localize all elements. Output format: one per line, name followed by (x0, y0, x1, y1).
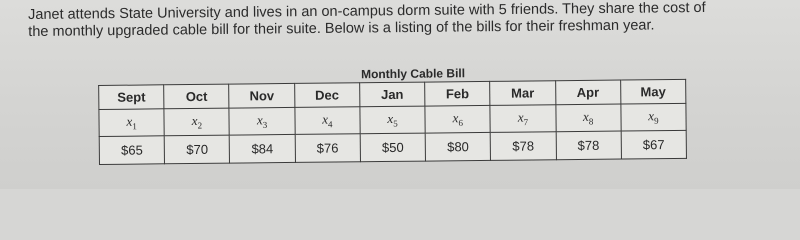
month-cell: Jan (360, 82, 425, 107)
variable-cell: $x_2$ (164, 108, 229, 136)
amount-cell: $76 (295, 134, 361, 163)
problem-line-1: Janet attends State University and lives in an on-campus dorm suite with 5 friends. They share the cost of (28, 0, 706, 23)
month-cell: Apr (555, 80, 620, 105)
amount-cell: $78 (490, 132, 556, 161)
variable-cell: $x_4$ (295, 107, 360, 135)
amount-cell: $65 (99, 136, 165, 165)
variable-cell: $x_7$ (490, 105, 555, 133)
amount-cell: $67 (621, 130, 687, 159)
month-cell: Nov (229, 83, 294, 108)
cable-bill-table-container (98, 64, 689, 165)
month-cell: Oct (164, 84, 229, 109)
amount-cell: $70 (164, 135, 230, 164)
amount-cell: $80 (425, 132, 491, 161)
variable-cell: $x_3$ (229, 107, 294, 135)
variable-cell: $x_9$ (621, 103, 687, 131)
month-cell: Sept (99, 85, 164, 110)
month-cell: May (620, 79, 685, 104)
variable-cell: $x_5$ (360, 106, 425, 134)
month-cell: Mar (490, 81, 555, 106)
amount-row (99, 130, 686, 164)
amount-cell: $50 (360, 133, 426, 162)
amount-cell: $78 (556, 131, 622, 160)
table-caption: Monthly Cable Bill (360, 66, 466, 82)
variable-cell: $x_8$ (555, 104, 620, 132)
problem-statement (28, 0, 788, 41)
variable-cell: $x_6$ (425, 105, 490, 133)
month-cell: Feb (425, 81, 490, 106)
problem-line-2: the monthly upgraded cable bill for their suite. Below is a listing of the bills for their freshman year. (28, 17, 655, 40)
cable-bill-table (98, 79, 687, 165)
month-cell: Dec (294, 83, 359, 108)
amount-cell: $84 (230, 134, 296, 163)
variable-cell: $x_1$ (99, 109, 164, 137)
